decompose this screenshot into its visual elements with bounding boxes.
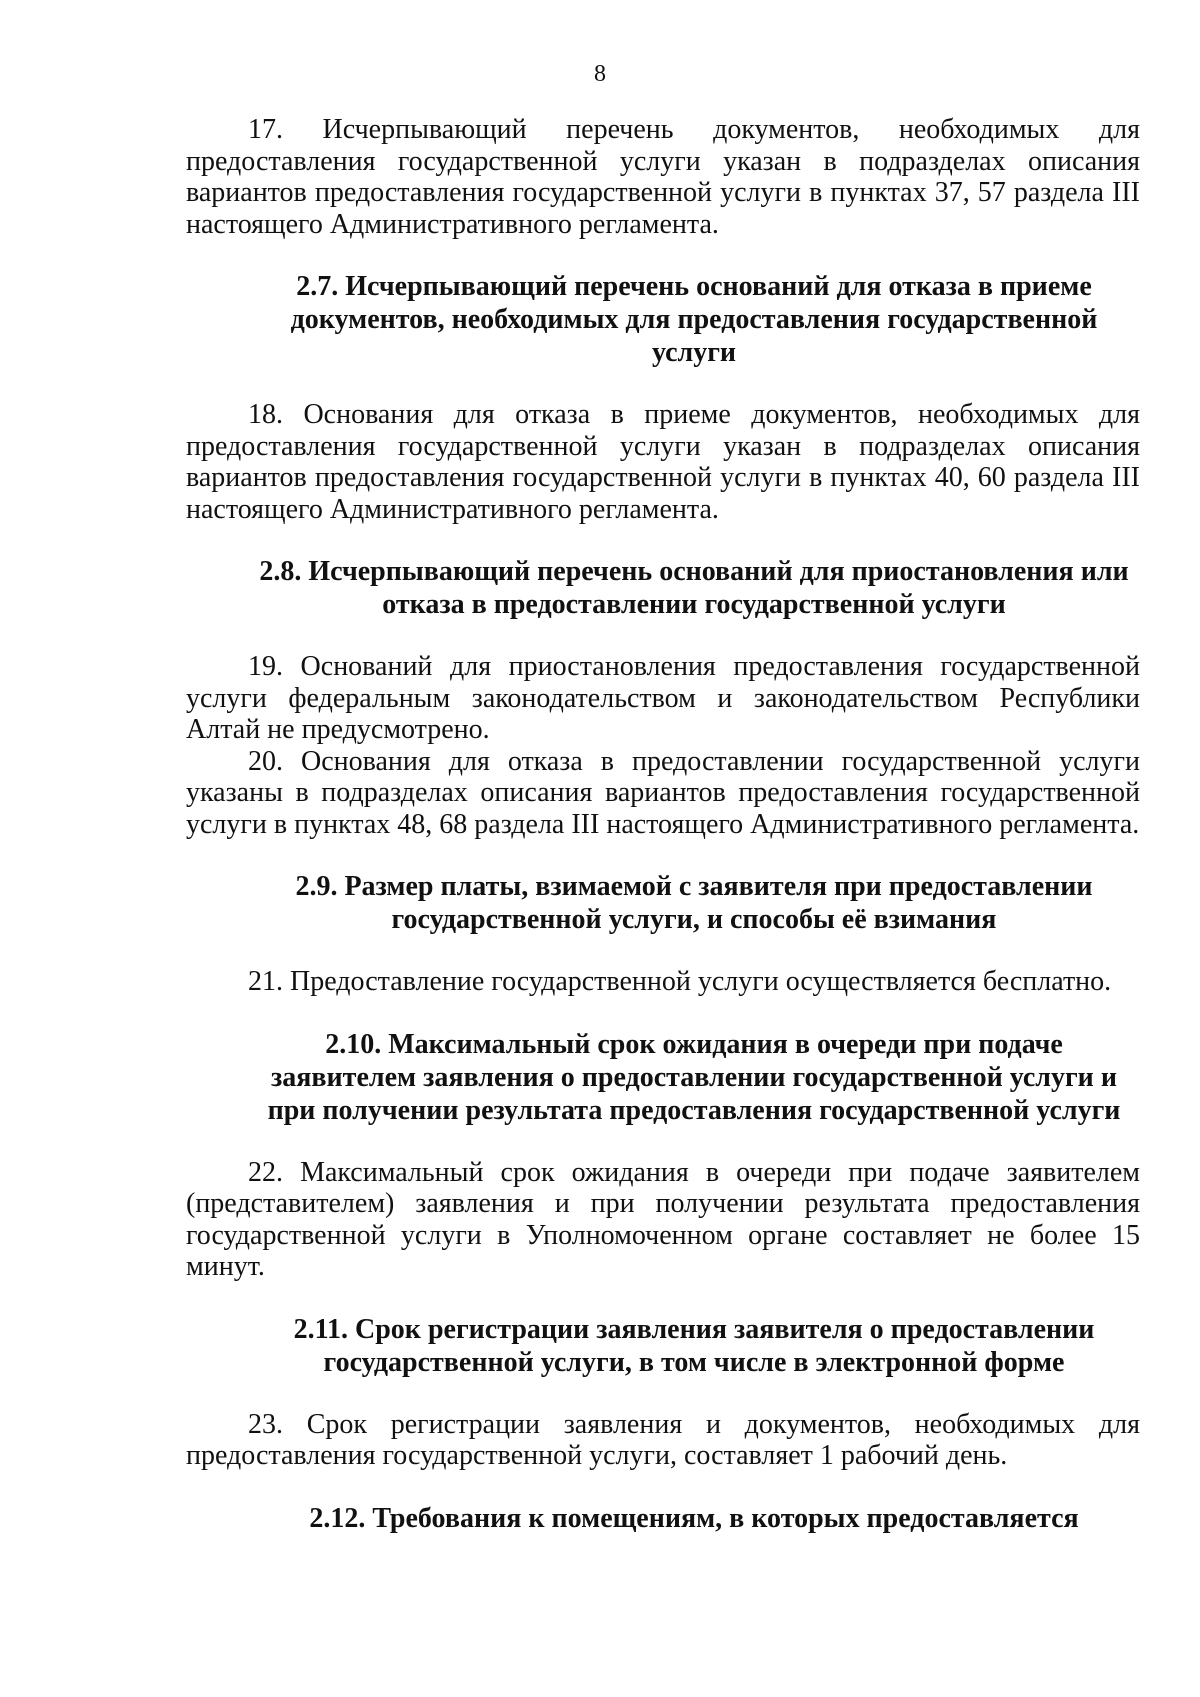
paragraph-20: 20. Основания для отказа в предоставлении государственной услуги указаны в подразделах описания вариантов предоставления государственной услуги в пунктах 48, 68 раздела III настоящего Административного регламента. <box>186 745 1140 840</box>
heading-line: документов, необходимых для предоставления государственной услуги <box>290 304 1098 368</box>
document-body <box>186 114 1140 1535</box>
heading-2-7 <box>186 270 1140 369</box>
heading-line: государственной услуги, в том числе в электронной форме <box>323 1346 1065 1378</box>
heading-line: заявителем заявления о предоставлении государственной услуги и <box>271 1061 1117 1093</box>
paragraph-22: 22. Максимальный срок ожидания в очереди при подаче заявителем (представителем) заявления и при получении результата предоставления государственной услуги в Уполномоченном органе составляет не более 15 минут. <box>186 1156 1140 1282</box>
paragraph-17: 17. Исчерпывающий перечень документов, необходимых для предоставления государственной услуги указан в подразделах описания вариантов предоставления государственной услуги в пунктах 37, 57 раздела III настоящего Административного регламента. <box>186 114 1140 240</box>
heading-2-11 <box>186 1313 1140 1379</box>
paragraph-23: 23. Срок регистрации заявления и документов, необходимых для предоставления государственной услуги, составляет 1 рабочий день. <box>186 1408 1140 1471</box>
heading-line: 2.11. Срок регистрации заявления заявителя о предоставлении <box>293 1313 1095 1345</box>
heading-line: 2.10. Максимальный срок ожидания в очереди при подаче <box>325 1028 1063 1060</box>
heading-line: 2.9. Размер платы, взимаемой с заявителя при предоставлении <box>295 871 1093 902</box>
heading-2-12 <box>186 1502 1140 1535</box>
page-number: 8 <box>594 61 606 87</box>
heading-2-8 <box>186 555 1140 621</box>
heading-line: 2.12. Требования к помещениям, в которых предоставляется <box>309 1502 1079 1534</box>
heading-2-10 <box>186 1028 1140 1127</box>
heading-line: 2.7. Исчерпывающий перечень оснований для отказа в приеме <box>296 271 1092 302</box>
heading-2-9 <box>186 870 1140 936</box>
heading-line: государственной услуги, и способы её взимания <box>391 904 997 935</box>
paragraph-21: 21. Предоставление государственной услуги осуществляется бесплатно. <box>248 966 1112 997</box>
heading-line: при получении результата предоставления государственной услуги <box>267 1094 1121 1126</box>
paragraph-18: 18. Основания для отказа в приеме документов, необходимых для предоставления государственной услуги указан в подразделах описания вариантов предоставления государственной услуги в пунктах 40, 60 раздела III настоящего Административного регламента. <box>186 399 1140 525</box>
heading-line: 2.8. Исчерпывающий перечень оснований для приостановления или <box>259 556 1129 587</box>
paragraph-19: 19. Оснований для приостановления предоставления государственной услуги федеральным законодательством и законодательством Республики Алтай не предусмотрено. <box>186 651 1140 745</box>
heading-line: отказа в предоставлении государственной услуги <box>382 589 1006 620</box>
